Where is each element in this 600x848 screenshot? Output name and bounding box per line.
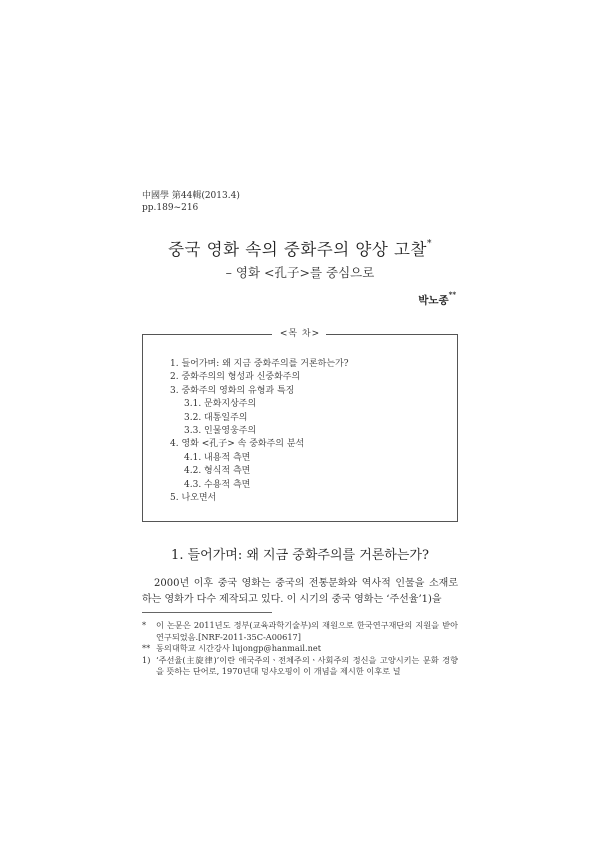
toc-subitem: 4.1. 내용적 측면 [184,452,251,463]
footnote-text: 동의대학교 시간강사 lujongp@hanmail.net [156,643,322,654]
journal-pages: pp.189~216 [142,203,199,213]
toc-subitem: 4.2. 형식적 측면 [184,466,251,477]
toc-item: 1. 들어가며: 왜 지금 중화주의를 거론하는가? [170,359,349,369]
footnote [142,620,458,643]
toc-subitem: 3.1. 문화지상주의 [184,399,257,410]
author [418,292,456,308]
footnote-mark: * [142,620,147,630]
paper-title [0,236,600,260]
table-of-contents [170,358,450,505]
toc-item: 5. 나오면서 [170,493,217,504]
footnotes [142,620,458,678]
footnote-mark: ** [142,643,151,654]
toc-border-right [457,334,458,522]
paper-title-text: 중국 영화 속의 중화주의 양상 고찰 [168,240,427,259]
toc-item: 4. 영화 <孔子> 속 중화주의 분석 [170,439,305,450]
toc-item: 3. 중화주의 영화의 유형과 특징 [170,385,295,396]
footnote [142,655,458,678]
paper-subtitle: – 영화 <孔子>를 중심으로 [225,265,375,280]
toc-heading: <목 차> [279,329,321,339]
toc-item: 2. 중화주의의 형성과 신중화주의 [170,372,301,383]
toc-subitem: 3.3. 인물영웅주의 [184,426,257,437]
toc-subitem: 4.3. 수용적 측면 [184,479,251,490]
section-heading: 1. 들어가며: 왜 지금 중화주의를 거론하는가? [171,548,429,563]
footnote [142,643,458,655]
footnote-mark: 1) [142,654,151,665]
toc-border-top-right [326,334,458,335]
journal-issue: 中國學 第44輯(2013.4) [142,191,240,201]
body-paragraph-text: 2000년 이후 중국 영화는 중국의 전통문화와 역사적 인물을 소재로 하는 영화가 다수 제작되고 있다. 이 시기의 중국 영화는 ‘주선율’1)을 [142,578,458,605]
footnote-text: ‘주선율(主旋律)’이란 애국주의ㆍ전체주의ㆍ사회주의 정신을 고양시키는 문화 경향을 뜻하는 단어로, 1970년대 덩샤오핑이 이 개념을 제시한 이후로 널 [156,654,458,677]
body-paragraph [142,576,458,608]
toc-subitem: 3.2. 대통일주의 [184,412,248,423]
toc-border-bottom [142,521,458,522]
journal-info [142,190,240,214]
author-footnote-mark: ** [448,290,456,299]
footnote-text: 이 논문은 2011년도 정부(교육과학기술부)의 재원으로 한국연구재단의 지원을 받아 연구되었음.[NRF-2011-35C-A00617] [156,620,458,642]
author-name: 박노종 [418,294,449,307]
toc-border-left [142,334,143,522]
title-footnote-mark: * [426,238,432,249]
footnote-divider [142,612,272,613]
